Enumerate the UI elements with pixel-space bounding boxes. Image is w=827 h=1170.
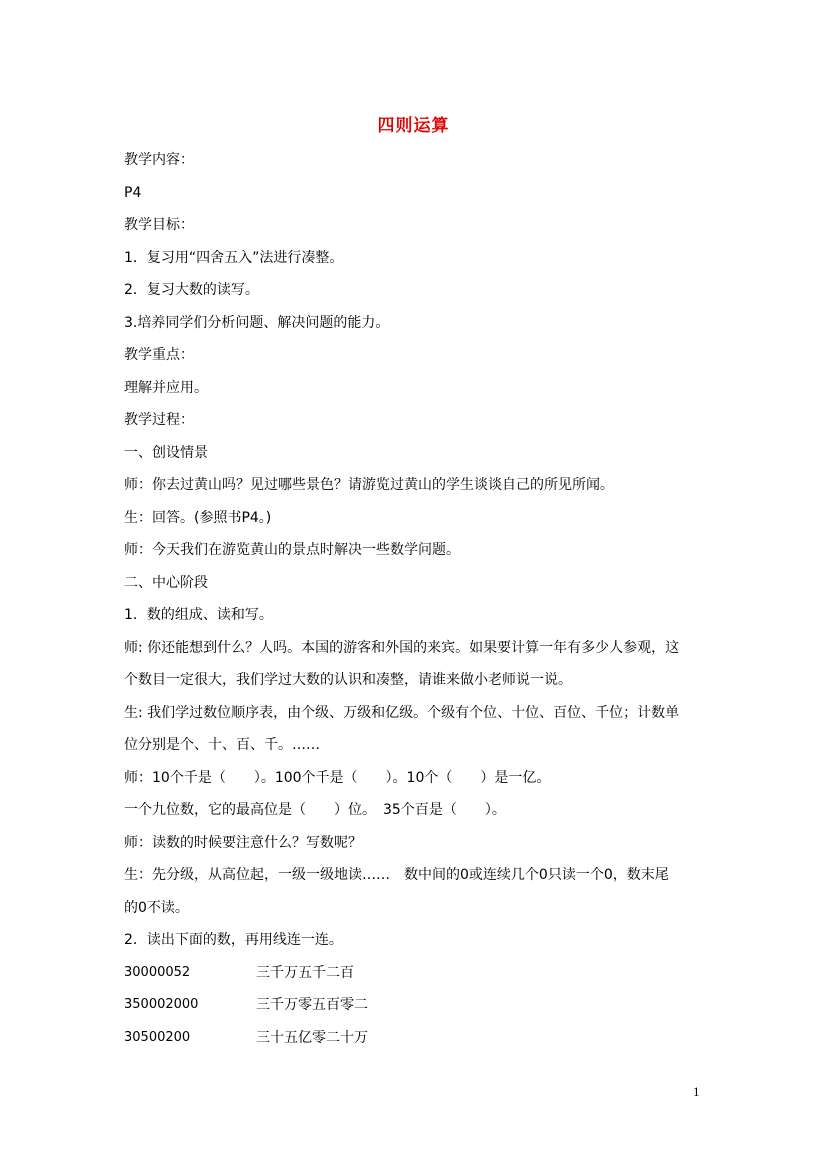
text-line: 生：回答。(参照书P4。) [124, 510, 272, 526]
matching-chinese: 三千万零五百零二 [256, 997, 368, 1013]
document-title: 四则运算 [377, 116, 450, 136]
matching-chinese: 三千万五千二百 [256, 965, 354, 981]
text-line: P4 [124, 185, 142, 201]
matching-chinese: 三十五亿零二十万 [256, 1030, 368, 1046]
text-line: 师：今天我们在游览黄山的景点时解决一些数学问题。 [124, 542, 460, 558]
text-line: 2．复习大数的读写。 [124, 282, 259, 298]
text-line: 教学重点： [124, 347, 194, 363]
text-line: 一、创设情景 [124, 445, 208, 461]
text-line: 师：你去过黄山吗？见过哪些景色？请游览过黄山的学生谈谈自己的所见所闻。 [124, 477, 614, 493]
text-line: 二、中心阶段 [124, 575, 208, 591]
matching-number: 350002000 [124, 997, 199, 1012]
text-line: 理解并应用。 [124, 380, 208, 396]
text-line: 生: 我们学过数位顺序表，由个级、万级和亿级。个级有个位、十位、百位、千位；计数单 [124, 705, 680, 721]
text-line: 的0不读。 [124, 900, 189, 916]
text-line: 师: 你还能想到什么？人吗。本国的游客和外国的来宾。如果要计算一年有多少人参观，这 [124, 640, 680, 656]
text-line: 位分别是个、十、百、千。…… [124, 737, 320, 753]
text-line: 师：10个千是（ ）。100个千是（ ）。10个（ ）是一亿。 [124, 770, 551, 786]
text-line: 师：读数的时候要注意什么？写数呢？ [124, 835, 362, 851]
text-line: 2．读出下面的数，再用线连一连。 [124, 932, 343, 948]
text-line: 1．数的组成、读和写。 [124, 607, 273, 623]
page-number: 1 [693, 1084, 700, 1099]
matching-number: 30000052 [124, 965, 191, 980]
text-line: 3.培养同学们分析问题、解决问题的能力。 [124, 315, 390, 331]
matching-number: 30500200 [124, 1030, 191, 1045]
text-line: 教学过程： [124, 412, 194, 428]
text-line: 一个九位数，它的最高位是（ ）位。 35个百是（ ）。 [124, 802, 506, 818]
text-line: 教学目标： [124, 217, 194, 233]
text-line: 1．复习用“四舍五入”法进行凑整。 [124, 250, 344, 266]
text-line: 生：先分级，从高位起，一级一级地读…… 数中间的0或连续几个0只读一个0，数末尾 [124, 867, 669, 883]
text-line: 教学内容： [124, 152, 194, 168]
text-line: 个数目一定很大，我们学过大数的认识和凑整，请谁来做小老师说一说。 [124, 672, 572, 688]
